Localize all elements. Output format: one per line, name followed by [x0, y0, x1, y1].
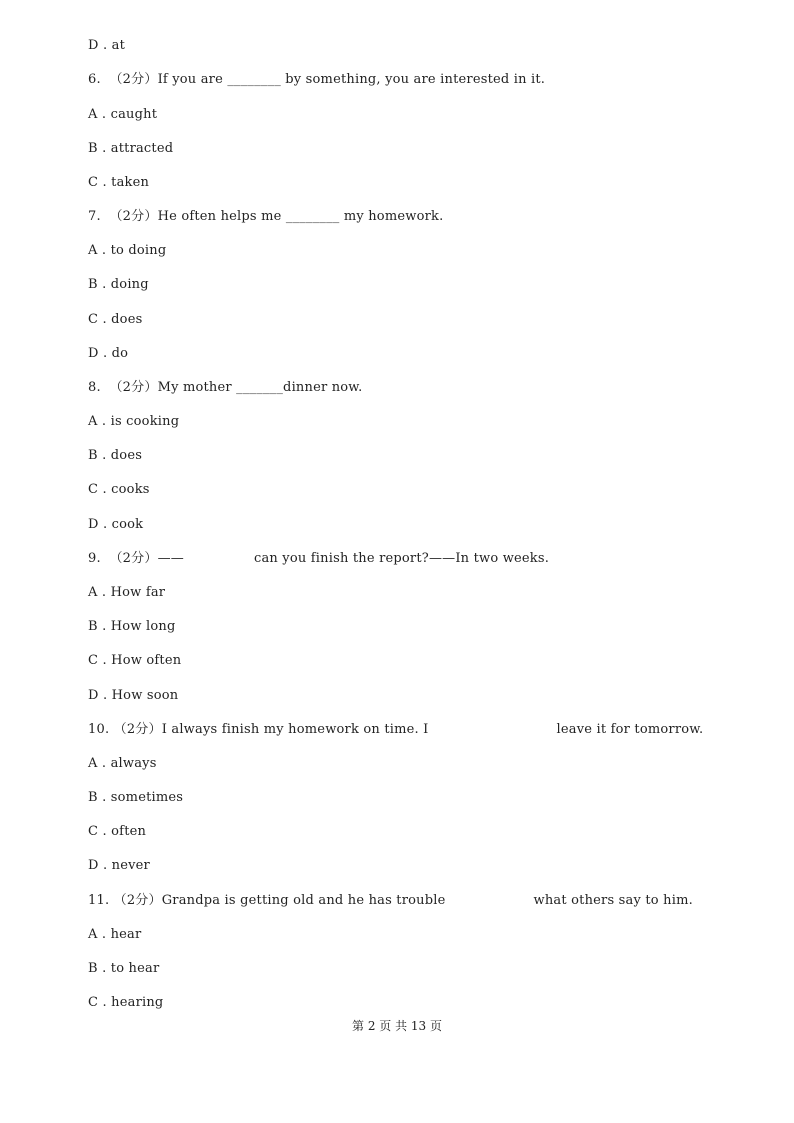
- question-10-option-b: B . sometimes: [88, 790, 184, 805]
- question-11-stem: [88, 891, 693, 911]
- option-letter: D: [88, 346, 99, 361]
- question-7-option-b: B . doing: [88, 277, 149, 292]
- option-text: cook: [111, 517, 144, 532]
- question-10-stem: [88, 720, 703, 740]
- question-text-before: If you are: [157, 72, 228, 87]
- option-text: does: [110, 448, 143, 463]
- option-text: taken: [111, 175, 150, 190]
- option-letter: D: [88, 688, 99, 703]
- option-letter: D: [88, 38, 99, 53]
- question-6-option-a: A . caught: [88, 107, 158, 122]
- option-letter: D: [88, 858, 99, 873]
- option-letter: A: [88, 756, 98, 771]
- question-8-option-a: A . is cooking: [88, 414, 180, 429]
- option-letter: C: [88, 482, 99, 497]
- question-text-before: My mother: [157, 380, 237, 395]
- question-7-option-c: C . does: [88, 312, 143, 327]
- option-text: How far: [110, 585, 166, 600]
- question-number: 7.: [88, 209, 101, 224]
- question-number: 10.: [88, 722, 110, 737]
- question-text-after: dinner now.: [283, 380, 363, 395]
- question-score: （2分）: [109, 209, 158, 224]
- question-9-option-c: C . How often: [88, 653, 182, 668]
- question-10-option-c: C . often: [88, 824, 147, 839]
- option-text: sometimes: [110, 790, 184, 805]
- question-9-option-a: A . How far: [88, 585, 166, 600]
- question-number: 9.: [88, 551, 101, 566]
- option-text: to hear: [110, 961, 160, 976]
- option-letter: B: [88, 619, 98, 634]
- question-text-after: my homework.: [339, 209, 444, 224]
- option-letter: C: [88, 653, 99, 668]
- question-11-option-b: B . to hear: [88, 961, 160, 976]
- question-6-stem: [88, 70, 545, 90]
- option-text: attracted: [110, 141, 174, 156]
- option-text: does: [111, 312, 143, 327]
- option-letter: B: [88, 448, 98, 463]
- question-8-option-d: D . cook: [88, 517, 144, 532]
- option-letter: A: [88, 107, 98, 122]
- option-letter: C: [88, 995, 99, 1010]
- option-letter: A: [88, 414, 98, 429]
- option-text: to doing: [110, 243, 167, 258]
- question-text-before: Grandpa is getting old and he has trouble: [161, 893, 446, 908]
- option-letter: B: [88, 961, 98, 976]
- question-score: （2分）: [113, 722, 162, 737]
- option-letter: B: [88, 277, 98, 292]
- question-score: （2分）: [109, 380, 158, 395]
- option-letter: A: [88, 585, 98, 600]
- option-text: do: [111, 346, 129, 361]
- option-text: How long: [110, 619, 176, 634]
- question-8-option-b: B . does: [88, 448, 143, 463]
- option-letter: B: [88, 141, 98, 156]
- question-11-option-a: A . hear: [88, 927, 142, 942]
- question-number: 8.: [88, 380, 101, 395]
- question-10-option-a: A . always: [88, 756, 157, 771]
- option-letter: C: [88, 824, 99, 839]
- answer-blank: _______: [236, 380, 284, 395]
- option-text: always: [110, 756, 157, 771]
- option-text: often: [111, 824, 147, 839]
- option-text: never: [111, 858, 150, 873]
- question-score: （2分）: [109, 551, 158, 566]
- question-7-stem: [88, 207, 443, 227]
- question-text-before: He often helps me: [157, 209, 286, 224]
- question-text-after: what others say to him.: [533, 893, 693, 908]
- answer-blank: ________: [285, 209, 340, 224]
- option-d-prev: D . at: [88, 38, 125, 53]
- question-number: 6.: [88, 72, 101, 87]
- question-9-option-d: D . How soon: [88, 688, 179, 703]
- question-text-after: can you finish the report?——In two weeks.: [253, 551, 550, 566]
- option-text: cooks: [111, 482, 150, 497]
- option-letter: A: [88, 927, 98, 942]
- question-8-stem: [88, 378, 362, 398]
- option-text: is cooking: [110, 414, 180, 429]
- question-number: 11.: [88, 893, 110, 908]
- question-text-after: by something, you are interested in it.: [280, 72, 546, 87]
- option-text: caught: [110, 107, 158, 122]
- option-letter: C: [88, 175, 99, 190]
- page-footer: 第 2 页 共 13 页: [352, 1019, 442, 1033]
- question-score: （2分）: [113, 893, 162, 908]
- question-text-before: ——: [157, 551, 184, 566]
- option-letter: B: [88, 790, 98, 805]
- question-7-option-d: D . do: [88, 346, 129, 361]
- option-text: hear: [110, 927, 142, 942]
- question-score: （2分）: [109, 72, 158, 87]
- question-9-option-b: B . How long: [88, 619, 176, 634]
- question-11-option-c: C . hearing: [88, 995, 164, 1010]
- option-letter: D: [88, 517, 99, 532]
- option-letter: A: [88, 243, 98, 258]
- question-text-before: I always finish my homework on time. I: [161, 722, 429, 737]
- option-text: doing: [110, 277, 149, 292]
- option-text: hearing: [111, 995, 164, 1010]
- question-9-stem: [88, 549, 549, 569]
- option-letter: C: [88, 312, 99, 327]
- option-text: How often: [111, 653, 182, 668]
- question-8-option-c: C . cooks: [88, 482, 150, 497]
- question-6-option-b: B . attracted: [88, 141, 174, 156]
- question-text-after: leave it for tomorrow.: [556, 722, 704, 737]
- question-10-option-d: D . never: [88, 858, 150, 873]
- option-text: at: [111, 38, 125, 53]
- answer-blank: ________: [227, 72, 281, 87]
- option-text: How soon: [111, 688, 179, 703]
- question-6-option-c: C . taken: [88, 175, 150, 190]
- question-7-option-a: A . to doing: [88, 243, 167, 258]
